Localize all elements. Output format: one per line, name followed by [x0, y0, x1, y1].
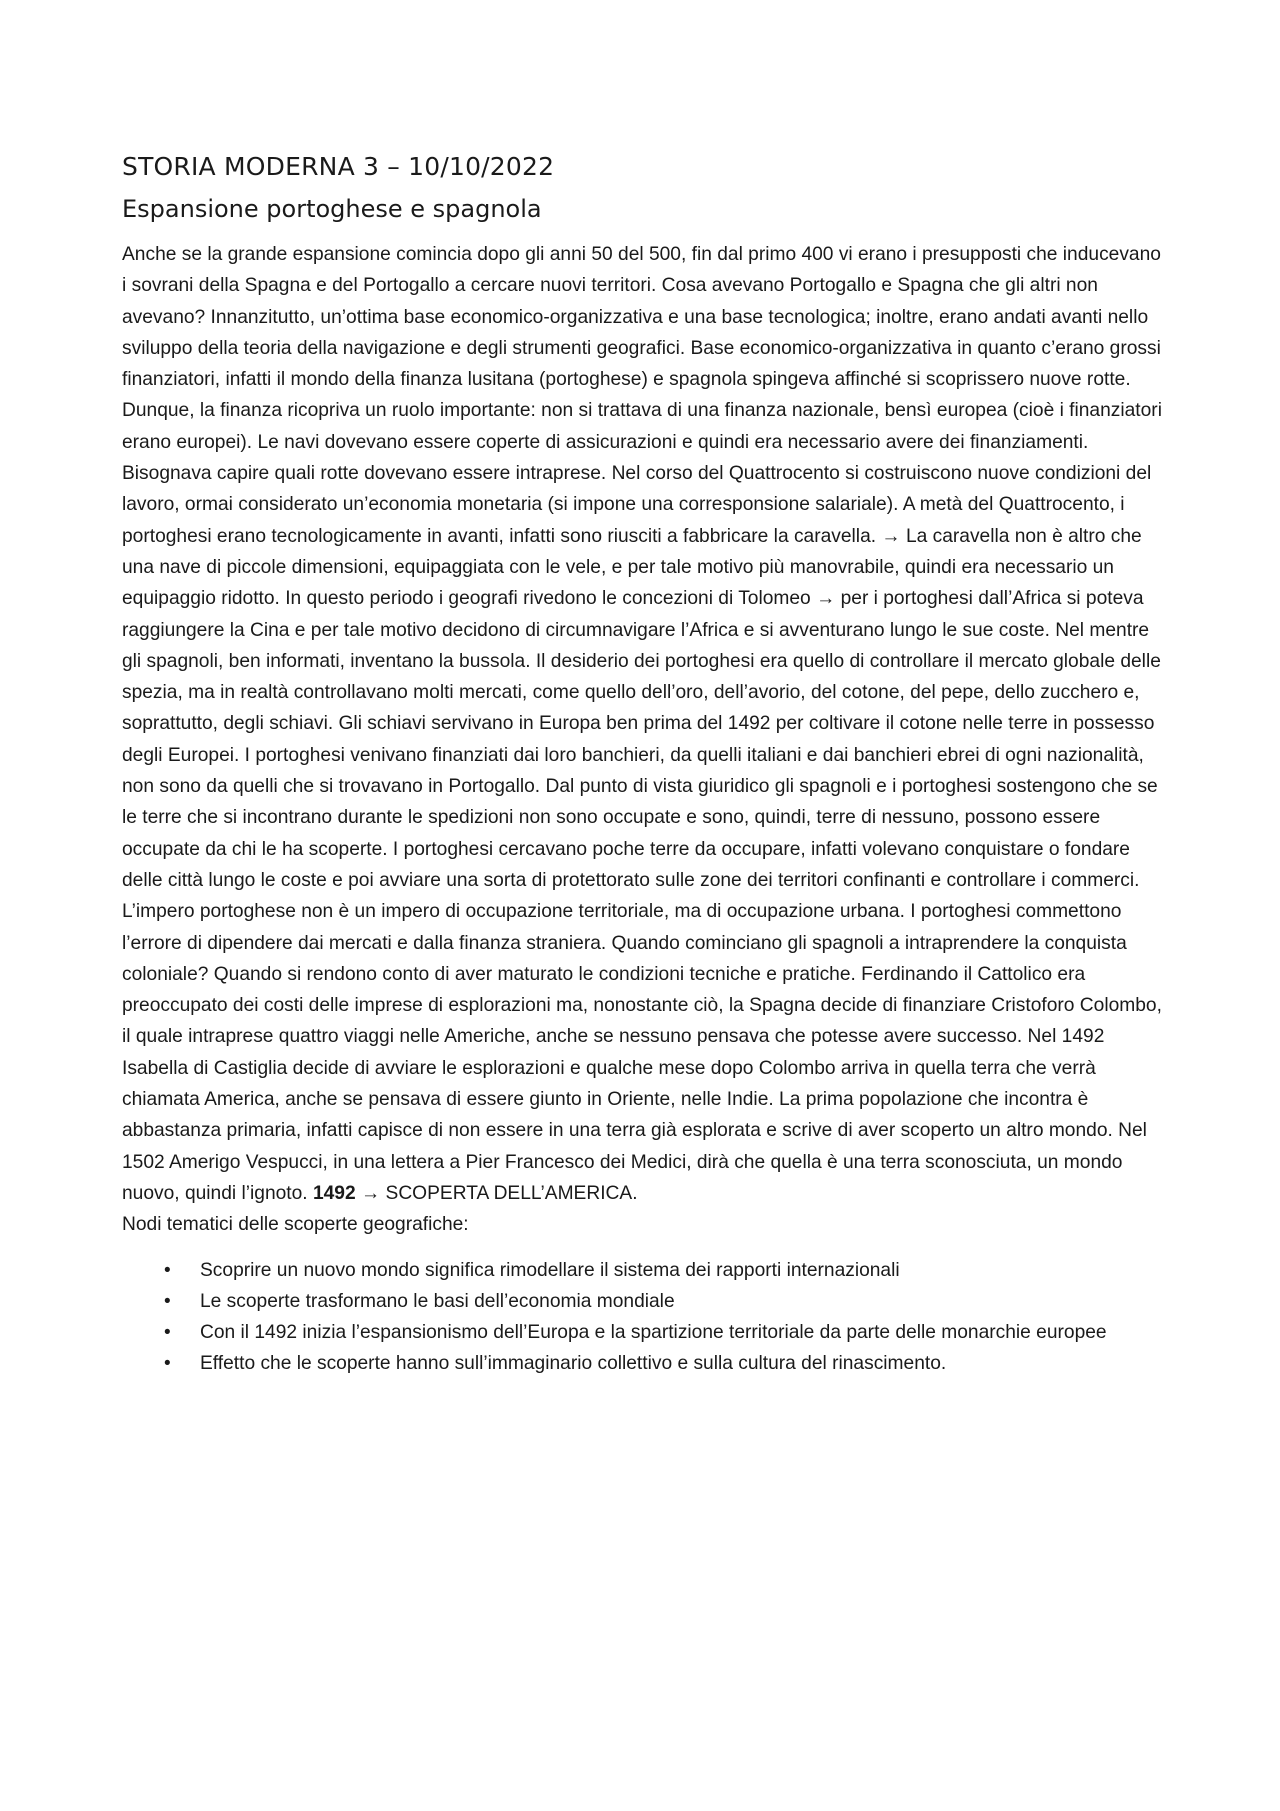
- list-item-text: Effetto che le scoperte hanno sull’immaginario collettivo e sulla cultura del rinascimento.: [200, 1353, 947, 1375]
- list-item-text: Con il 1492 inizia l’espansionismo dell’Europa e la spartizione territoriale da parte delle monarchie europee: [200, 1322, 1107, 1344]
- bullet-list: [122, 1255, 1162, 1380]
- arrow-right-icon: →: [881, 525, 901, 547]
- bullet-icon: •: [164, 1353, 171, 1375]
- list-intro: Nodi tematici delle scoperte geografiche:: [122, 1214, 469, 1236]
- list-item-text: Scoprire un nuovo mondo significa rimodellare il sistema dei rapporti internazionali: [200, 1259, 900, 1281]
- document-content: [122, 150, 1162, 1380]
- list-item-text: Le scoperte trasformano le basi dell’economia mondiale: [200, 1290, 675, 1312]
- paragraph-part-2: La caravella non è altro che una nave di piccole dimensioni, equipaggiata con le vele, e per tale motivo più manovrabile, quindi era necessario un equipaggio ridotto. In questo periodo i geografi rivedono le concezioni di Tolomeo: [122, 525, 1142, 610]
- bullet-icon: •: [164, 1322, 171, 1344]
- body-paragraph: [122, 239, 1162, 1209]
- bullet-icon: •: [164, 1290, 171, 1312]
- bold-year: 1492: [312, 1182, 356, 1204]
- paragraph-part-4: SCOPERTA DELL’AMERICA.: [385, 1182, 638, 1204]
- arrow-right-icon: →: [816, 588, 836, 610]
- document-title: STORIA MODERNA 3 – 10/10/2022: [122, 152, 555, 181]
- arrow-right-icon: →: [361, 1182, 381, 1204]
- bullet-icon: •: [164, 1259, 171, 1281]
- list-item: [122, 1286, 1162, 1317]
- paragraph-part-1: Anche se la grande espansione comincia dopo gli anni 50 del 500, fin dal primo 400 vi erano i presupposti che inducevano i sovrani della Spagna e del Portogallo a cercare nuovi territori. Cosa avevano Portogallo e Spagna che gli altri non avevano? Innanzitutto, un’ottima base economico-organizzativa e una base tecnologica; inoltre, erano andati avanti nello sviluppo della teoria della navigazione e degli strumenti geografici. Base economico-organizzativa in quanto c’erano grossi finanziatori, infatti il mondo della finanza lusitana (portoghese) e spagnola spingeva affinché si scoprissero nuove rotte. Dunque, la finanza ricopriva un ruolo importante: non si trattava di una finanza nazionale, bensì europea (cioè i finanziatori erano europei). Le navi dovevano essere coperte di assicurazioni e quindi era necessario avere dei finanziamenti. Bisognava capire quali rotte dovevano essere intraprese. Nel corso del Quattrocento si costruiscono nuove condizioni del lavoro, ormai considerato un’economia monetaria (si impone una corresponsione salariale). A metà del Quattrocento, i portoghesi erano tecnologicamente in avanti, infatti sono riusciti a fabbricare la caravella.: [122, 244, 1162, 547]
- paragraph-part-3: per i portoghesi dall’Africa si poteva raggiungere la Cina e per tale motivo decidono di circumnavigare l’Africa e si avventurano lungo le sue coste. Nel mentre gli spagnoli, ben informati, inventano la bussola. Il desiderio dei portoghesi era quello di controllare il mercato globale delle spezia, ma in realtà controllavano molti mercati, come quello dell’oro, dell’avorio, del cotone, del pepe, dello zucchero e, soprattutto, degli schiavi. Gli schiavi servivano in Europa ben prima del 1492 per coltivare il cotone nelle terre in possesso degli Europei. I portoghesi venivano finanziati dai loro banchieri, da quelli italiani e dai banchieri ebrei di ogni nazionalità, non sono da quelli che si trovavano in Portogallo. Dal punto di vista giuridico gli spagnoli e i portoghesi sostengono che se le terre che si incontrano durante le spedizioni non sono occupate e sono, quindi, terre di nessuno, possono essere occupate da chi le ha scoperte. I portoghesi cercavano poche terre da occupare, infatti volevano conquistare o fondare delle città lungo le coste e poi avviare una sorta di protettorato sulle zone dei territori confinanti e controllare i commerci. L’impero portoghese non è un impero di occupazione territoriale, ma di occupazione urbana. I portoghesi commettono l’errore di dipendere dai mercati e dalla finanza straniera. Quando cominciano gli spagnoli a intraprendere la conquista coloniale? Quando si rendono conto di aver maturato le condizioni tecniche e pratiche. Ferdinando il Cattolico era preoccupato dei costi delle imprese di esplorazioni ma, nonostante ciò, la Spagna decide di finanziare Cristoforo Colombo, il quale intraprese quattro viaggi nelle Americhe, anche se nessuno pensava che potesse avere successo. Nel 1492 Isabella di Castiglia decide di avviare le esplorazioni e qualche mese dopo Colombo arriva in quella terra che verrà chiamata America, anche se pensava di essere giunto in Oriente, nelle Indie. La prima popolazione che incontra è abbastanza primaria, infatti capisce di non essere in una terra già esplorata e scrive di aver scoperto un altro mondo. Nel 1502 Amerigo Vespucci, in una lettera a Pier Francesco dei Medici, dirà che quella è una terra sconosciuta, un mondo nuovo, quindi l’ignoto.: [122, 588, 1162, 1204]
- list-item: [122, 1255, 1162, 1286]
- list-item: [122, 1317, 1162, 1348]
- list-item: [122, 1348, 1162, 1379]
- document-subtitle: Espansione portoghese e spagnola: [122, 195, 542, 223]
